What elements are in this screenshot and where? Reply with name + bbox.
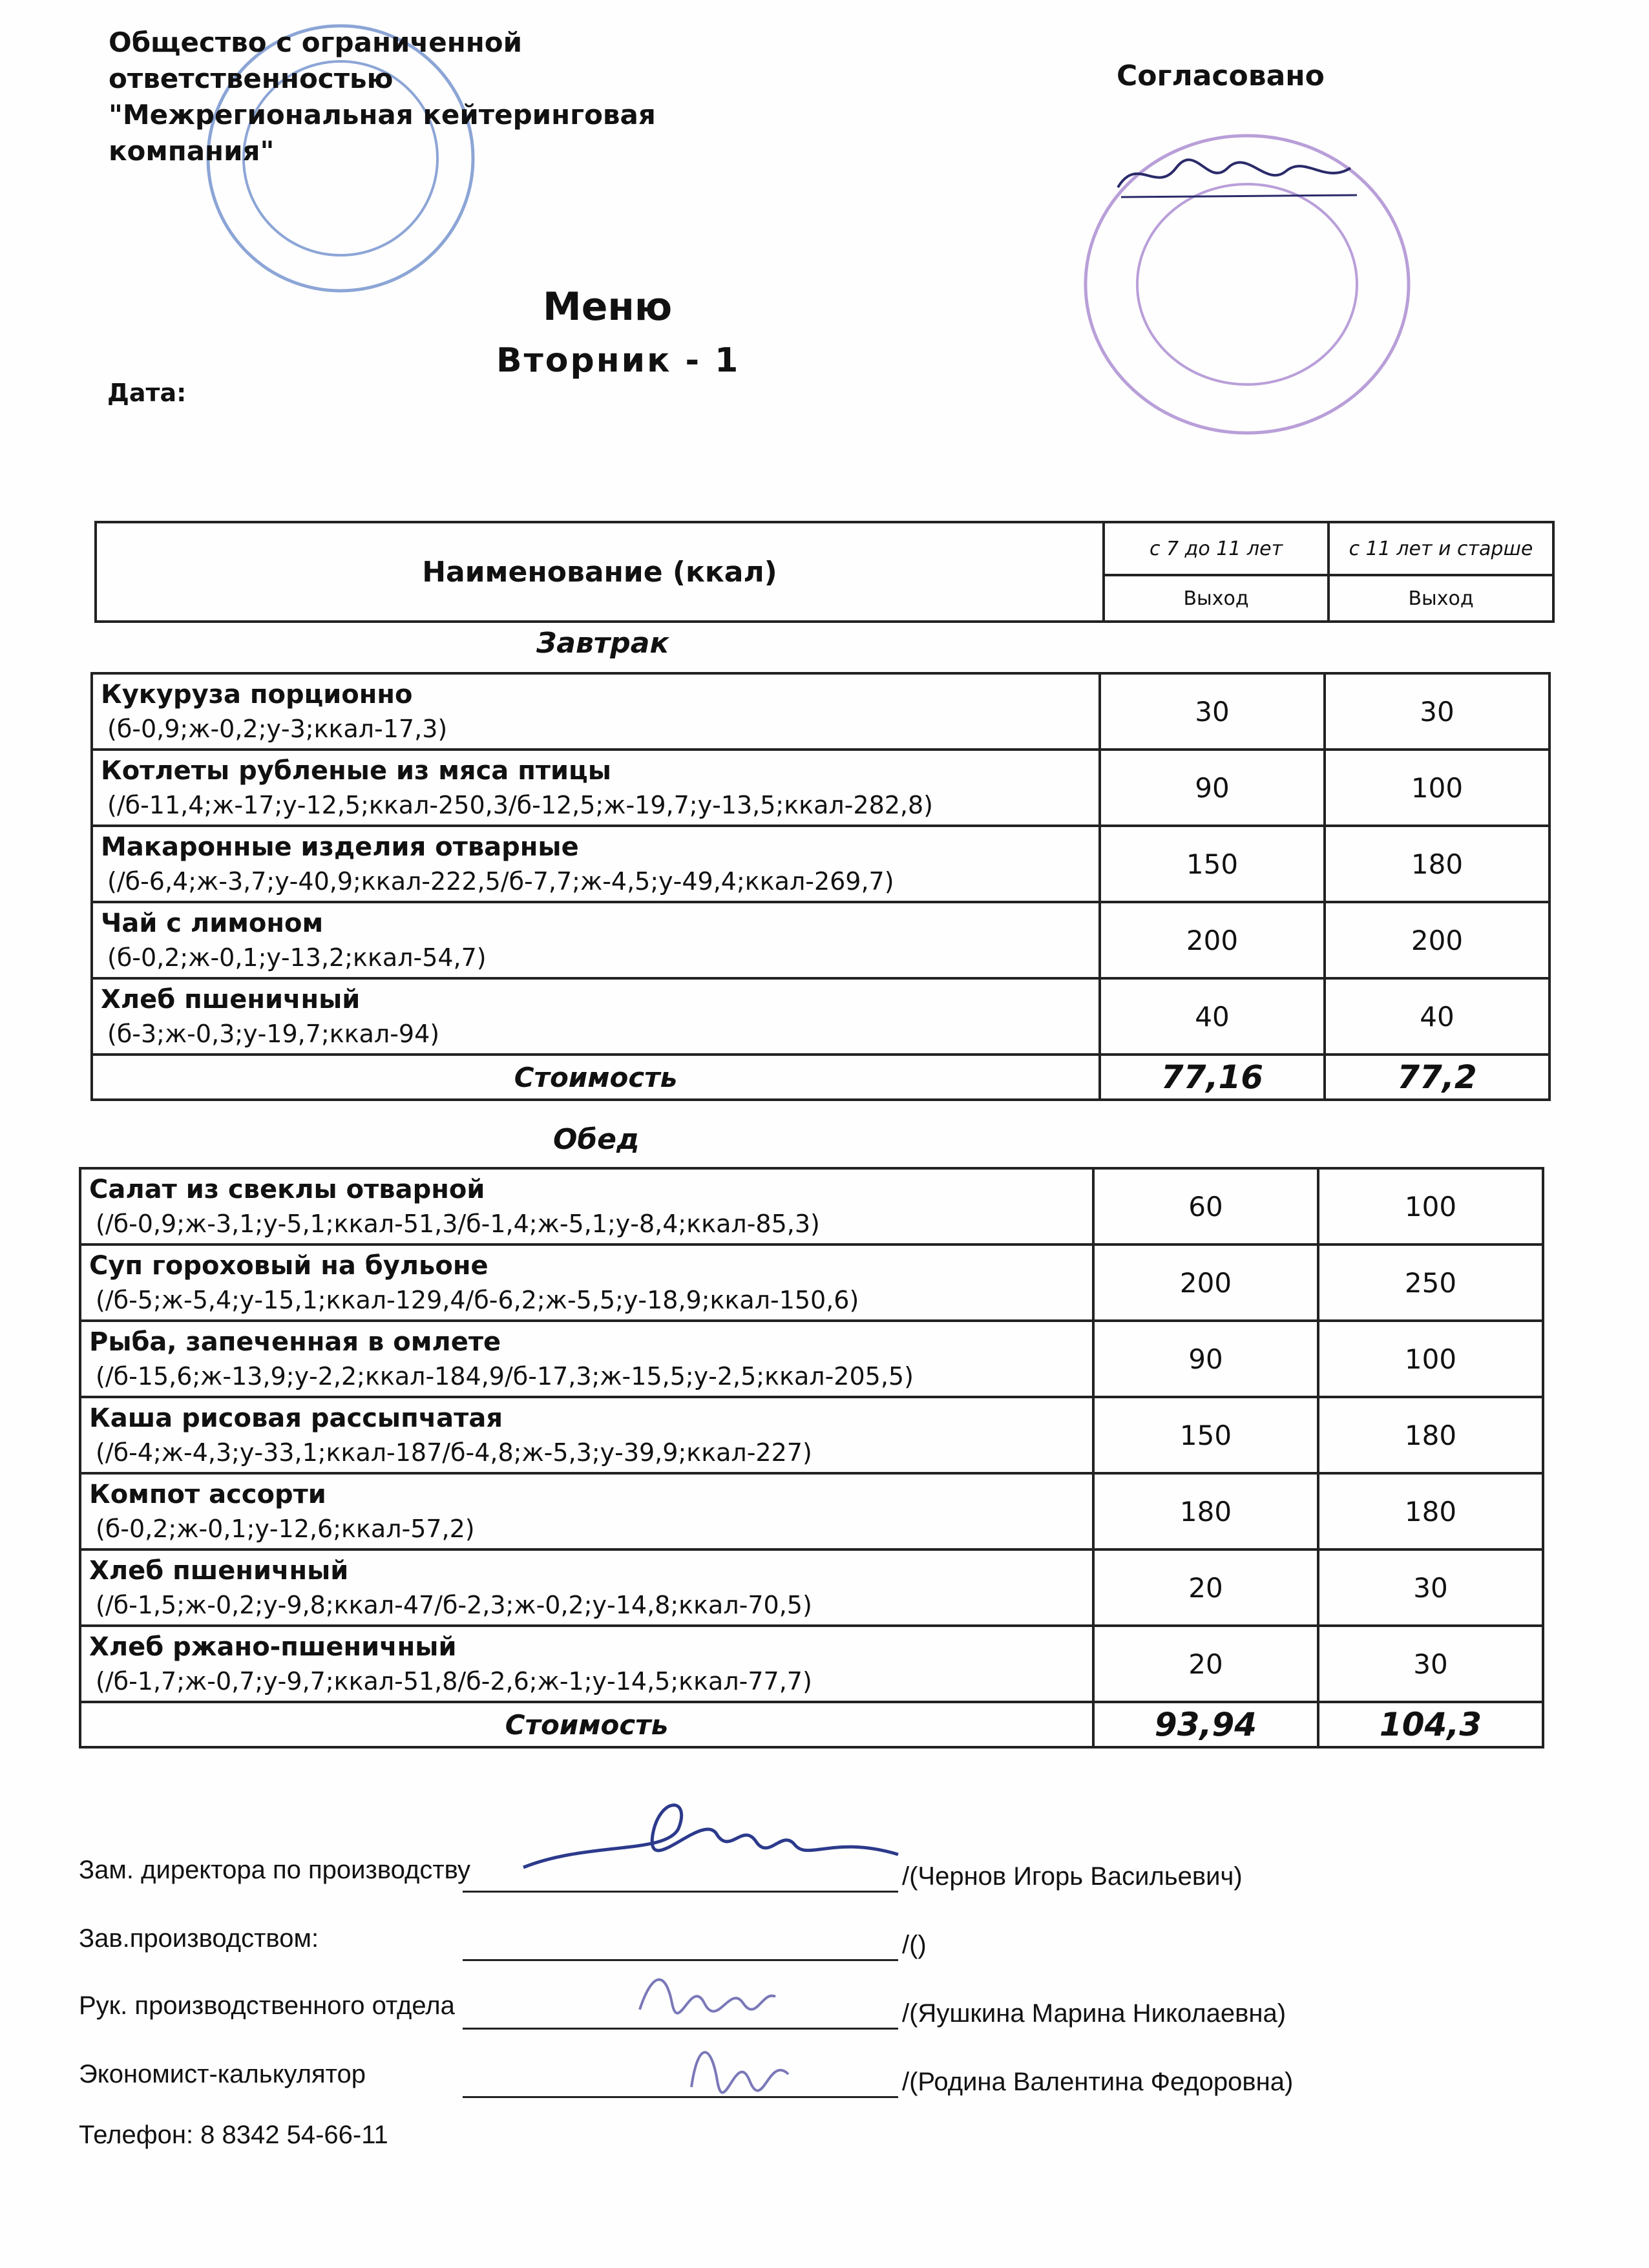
cost-label: Стоимость xyxy=(92,1055,1100,1100)
output-7-11: 30 xyxy=(1100,673,1325,750)
output-7-11: 40 xyxy=(1100,978,1325,1055)
column-header-age-7-11: с 7 до 11 лет xyxy=(1104,522,1329,575)
dish-name: Суп гороховый на бульоне xyxy=(89,1251,488,1281)
dish-cell xyxy=(80,1168,1093,1244)
dish-cell xyxy=(80,1244,1093,1321)
approval-signature xyxy=(1111,149,1370,207)
table-row xyxy=(80,1321,1543,1397)
dish-name: Рыба, запеченная в омлете xyxy=(89,1327,501,1357)
dish-cell xyxy=(80,1397,1093,1473)
dish-name: Хлеб пшеничный xyxy=(89,1556,349,1586)
cost-11-plus: 104,3 xyxy=(1318,1702,1543,1747)
cost-label: Стоимость xyxy=(80,1702,1093,1747)
breakfast-title: Завтрак xyxy=(536,627,669,660)
table-row xyxy=(92,826,1549,902)
output-11-plus: 30 xyxy=(1318,1626,1543,1702)
head-of-production-name: /() xyxy=(902,1931,927,1959)
phone-number: Телефон: 8 8342 54-66-11 xyxy=(79,2121,388,2149)
dish-composition: (/б-4;ж-4,3;у-33,1;ккал-187/б-4,8;ж-5,3;у-39,9;ккал-227) xyxy=(96,1438,812,1467)
production-dept-head-label: Рук. производственного отдела xyxy=(79,1991,455,2020)
table-row xyxy=(80,1626,1543,1702)
approval-label: Согласовано xyxy=(1117,59,1325,92)
dish-composition: (/б-1,7;ж-0,7;у-9,7;ккал-51,8/б-2,6;ж-1;у-14,5;ккал-77,7) xyxy=(96,1667,812,1696)
dish-composition: (/б-11,4;ж-17;у-12,5;ккал-250,3/б-12,5;ж-19,7;у-13,5;ккал-282,8) xyxy=(107,791,934,819)
dish-composition: (/б-1,5;ж-0,2;у-9,8;ккал-47/б-2,3;ж-0,2;у-14,8;ккал-70,5) xyxy=(96,1591,812,1619)
lunch-title: Обед xyxy=(553,1123,640,1156)
organization-name: Общество с ограниченной ответственностью "Межрегиональная кейтеринговая компания" xyxy=(109,26,656,167)
dish-cell xyxy=(92,902,1100,978)
cost-row xyxy=(80,1702,1543,1747)
table-row xyxy=(80,1549,1543,1626)
dish-composition: (/б-6,4;ж-3,7;у-40,9;ккал-222,5/б-7,7;ж-4,5;у-49,4;ккал-269,7) xyxy=(107,867,894,896)
output-11-plus: 250 xyxy=(1318,1244,1543,1321)
output-7-11: 90 xyxy=(1093,1321,1318,1397)
dish-cell xyxy=(92,673,1100,750)
dish-composition: (/б-15,6;ж-13,9;у-2,2;ккал-184,9/б-17,3;ж-15,5;у-2,5;ккал-205,5) xyxy=(96,1362,914,1391)
menu-header-table xyxy=(94,521,1555,623)
table-row xyxy=(80,1397,1543,1473)
output-11-plus: 180 xyxy=(1325,826,1549,902)
dish-name: Хлеб ржано-пшеничный xyxy=(89,1632,457,1662)
deputy-director-name: /(Чернов Игорь Васильевич) xyxy=(902,1862,1243,1891)
deputy-signature xyxy=(510,1783,924,1893)
deputy-director-label: Зам. директора по производству xyxy=(79,1856,471,1884)
output-7-11: 150 xyxy=(1093,1397,1318,1473)
dish-cell xyxy=(92,978,1100,1055)
economist-signature xyxy=(685,2029,801,2106)
output-11-plus: 180 xyxy=(1318,1397,1543,1473)
cost-7-11: 93,94 xyxy=(1093,1702,1318,1747)
dish-composition: (б-3;ж-0,3;у-19,7;ккал-94) xyxy=(107,1020,440,1048)
output-7-11: 200 xyxy=(1093,1244,1318,1321)
column-header-name: Наименование (ккал) xyxy=(96,522,1104,622)
output-7-11: 20 xyxy=(1093,1549,1318,1626)
table-row xyxy=(80,1244,1543,1321)
production-dept-head-name: /(Яушкина Марина Николаевна) xyxy=(902,1999,1287,2028)
output-7-11: 180 xyxy=(1093,1473,1318,1549)
table-row xyxy=(92,750,1549,826)
output-7-11: 200 xyxy=(1100,902,1325,978)
table-row xyxy=(80,1473,1543,1549)
dish-name: Чай с лимоном xyxy=(101,908,324,938)
dish-cell xyxy=(80,1626,1093,1702)
dish-name: Макаронные изделия отварные xyxy=(101,832,579,862)
column-header-output-1: Выход xyxy=(1104,575,1329,622)
dish-name: Каша рисовая рассыпчатая xyxy=(89,1403,503,1433)
dish-cell xyxy=(80,1549,1093,1626)
lunch-table xyxy=(79,1167,1544,1748)
output-7-11: 90 xyxy=(1100,750,1325,826)
output-11-plus: 30 xyxy=(1318,1549,1543,1626)
cost-row xyxy=(92,1055,1549,1100)
dish-cell xyxy=(92,750,1100,826)
economist-label: Экономист-калькулятор xyxy=(79,2060,366,2088)
dish-name: Салат из свеклы отварной xyxy=(89,1175,485,1204)
output-11-plus: 180 xyxy=(1318,1473,1543,1549)
dish-name: Хлеб пшеничный xyxy=(101,985,361,1014)
column-header-output-2: Выход xyxy=(1329,575,1553,622)
dish-composition: (б-0,2;ж-0,1;у-12,6;ккал-57,2) xyxy=(96,1515,475,1543)
dish-composition: (б-0,2;ж-0,1;у-13,2;ккал-54,7) xyxy=(107,943,487,972)
table-row xyxy=(92,673,1549,750)
column-header-age-11-plus: с 11 лет и старше xyxy=(1329,522,1553,575)
dish-composition: (б-0,9;ж-0,2;у-3;ккал-17,3) xyxy=(107,715,448,743)
head-of-production-label: Зав.производством: xyxy=(79,1924,319,1953)
output-7-11: 20 xyxy=(1093,1626,1318,1702)
day-title: Вторник - 1 xyxy=(496,341,740,380)
economist-name: /(Родина Валентина Федоровна) xyxy=(902,2068,1294,2096)
output-11-plus: 40 xyxy=(1325,978,1549,1055)
economist-signature-line xyxy=(463,2096,898,2098)
breakfast-table xyxy=(90,672,1551,1101)
output-11-plus: 100 xyxy=(1325,750,1549,826)
date-label: Дата: xyxy=(107,379,187,407)
table-row xyxy=(92,978,1549,1055)
dish-cell xyxy=(80,1321,1093,1397)
dept-head-signature xyxy=(633,1958,782,2029)
cost-7-11: 77,16 xyxy=(1100,1055,1325,1100)
dish-name: Котлеты рубленые из мяса птицы xyxy=(101,756,611,786)
output-11-plus: 200 xyxy=(1325,902,1549,978)
table-row xyxy=(92,902,1549,978)
dish-composition: (/б-5;ж-5,4;у-15,1;ккал-129,4/б-6,2;ж-5,5;у-18,9;ккал-150,6) xyxy=(96,1286,859,1314)
dish-name: Кукуруза порционно xyxy=(101,680,413,709)
output-11-plus: 100 xyxy=(1318,1321,1543,1397)
page-title: Меню xyxy=(543,284,673,330)
output-7-11: 60 xyxy=(1093,1168,1318,1244)
output-7-11: 150 xyxy=(1100,826,1325,902)
dish-composition: (/б-0,9;ж-3,1;у-5,1;ккал-51,3/б-1,4;ж-5,1;у-8,4;ккал-85,3) xyxy=(96,1210,820,1238)
output-11-plus: 100 xyxy=(1318,1168,1543,1244)
output-11-plus: 30 xyxy=(1325,673,1549,750)
dish-cell xyxy=(92,826,1100,902)
table-row xyxy=(80,1168,1543,1244)
dish-cell xyxy=(80,1473,1093,1549)
dish-name: Компот ассорти xyxy=(89,1480,326,1509)
cost-11-plus: 77,2 xyxy=(1325,1055,1549,1100)
